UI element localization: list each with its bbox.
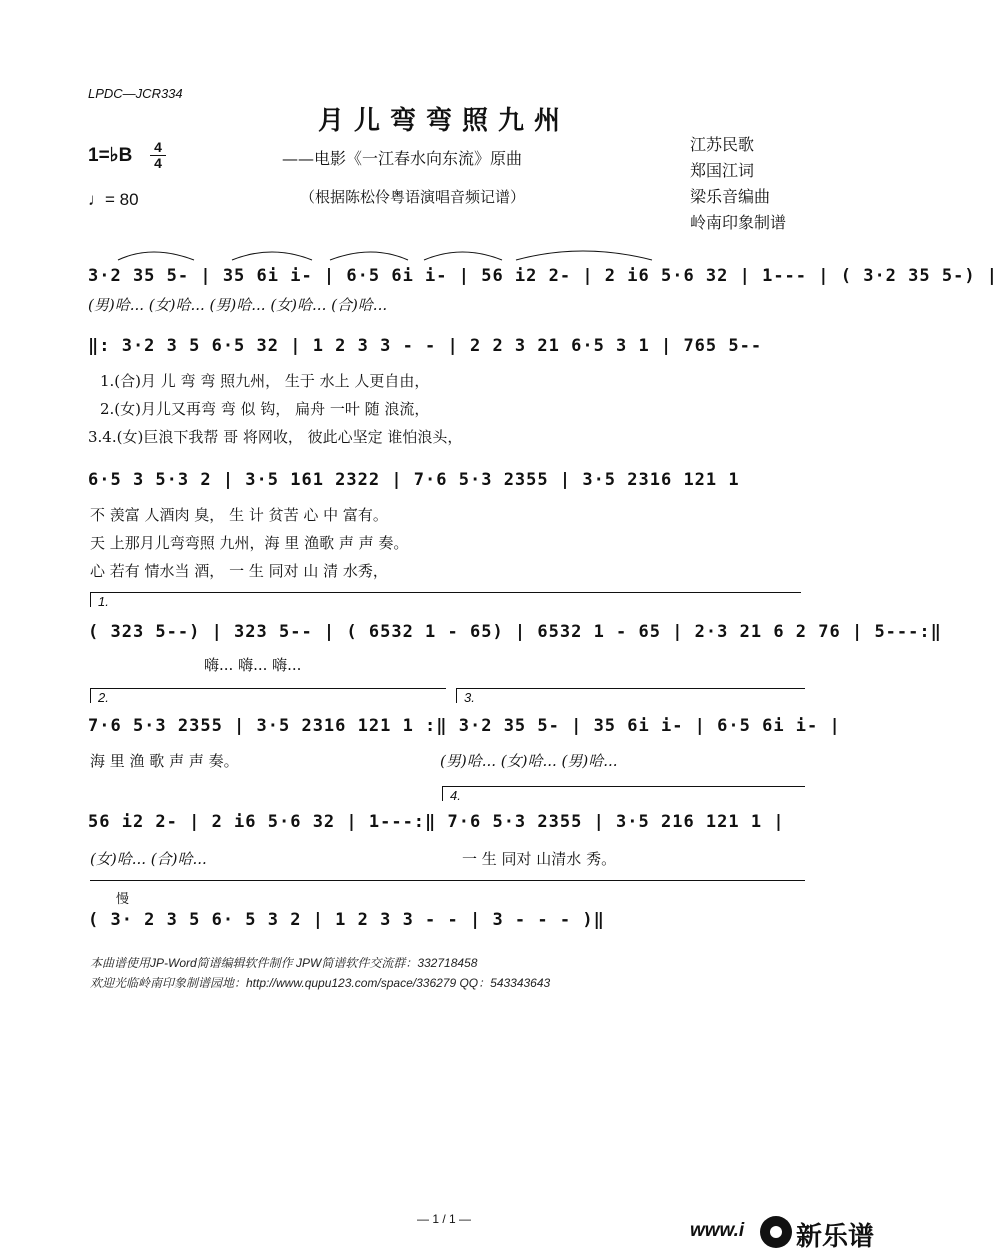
lyrics-line-2-verse-2: 2.(女)月儿又再弯 弯 似 钩， 扁舟 一叶 随 浪流，: [100, 400, 430, 418]
score-code: LPDC—JCR334: [88, 86, 183, 101]
volta-label-3: 3.: [464, 690, 475, 705]
notation-line-3: 6·5 3 5·3 2 | 3·5 161 2322 | 7·6 5·3 2355 | 3·5 2316 121 1: [88, 470, 740, 490]
lyrics-line-3-verse-1: 不 羡富 人酒肉 臭， 生 计 贫苦 心 中 富有。: [90, 506, 388, 524]
time-signature: [150, 140, 166, 171]
volta-label-1: 1.: [98, 594, 109, 609]
notation-line-5: 7·6 5·3 2355 | 3·5 2316 121 1 :‖ 3·2 35 5- | 35 6i i- | 6·5 6i i- |: [88, 716, 841, 736]
notation-line-6: 56 i2 2- | 2 i6 5·6 32 | 1---:‖ 7·6 5·3 2355 | 3·5 216 121 1 |: [88, 812, 785, 832]
lyrics-line-3-verse-3: 心 若有 情水当 酒， 一 生 同对 山 清 水秀，: [90, 562, 388, 580]
volta-bracket-4: [442, 786, 805, 801]
credit-origin: 江苏民歌: [690, 135, 755, 154]
notation-line-2: ‖: 3·2 3 5 6·5 32 | 1 2 3 3 - - | 2 2 3 21 6·5 3 1 | 765 5--: [88, 336, 763, 356]
credit-arranger: 梁乐音编曲: [690, 187, 771, 206]
slur-marks-line1: [112, 244, 812, 264]
tempo-marking: ♩= 80: [88, 190, 139, 209]
lyrics-line-6-left: (女)哈... (合)哈...: [90, 850, 207, 868]
key-signature: 1=♭B: [88, 145, 133, 166]
watermark-url: www.i: [690, 1220, 745, 1241]
credit-engraver: 岭南印象制谱: [690, 213, 787, 232]
lyrics-line-3-verse-2: 天 上那月儿弯弯照 九州，海 里 渔歌 声 声 奏。: [90, 534, 409, 552]
time-bottom: 4: [150, 155, 166, 171]
lyrics-line-6-right: 一 生 同对 山清水 秀。: [462, 850, 617, 868]
volta-bracket-1: [90, 592, 801, 607]
credit-lyricist: 郑国江词: [690, 161, 755, 180]
notation-line-7: ( 3· 2 3 5 6· 5 3 2 | 1 2 3 3 - - | 3 - - - )‖: [88, 910, 605, 930]
volta-bracket-3: [456, 688, 805, 703]
notation-line-4: ( 323 5--) | 323 5-- | ( 6532 1 - 65) | 6532 1 - 65 | 2·3 21 6 2 76 | 5---:‖: [88, 622, 942, 642]
notation-line-1: 3·2 35 5- | 35 6i i- | 6·5 6i i- | 56 i2 2- | 2 i6 5·6 32 | 1--- | ( 3·2 35 5-) |: [88, 266, 998, 286]
lyrics-line-5-right: (男)哈... (女)哈... (男)哈...: [440, 752, 618, 770]
source-note: （根据陈松伶粤语演唱音频记谱）: [300, 188, 526, 206]
lyrics-line-2-verse-1: 1.(合)月 儿 弯 弯 照九州， 生于 水上 人更自由，: [100, 372, 430, 390]
line-7-border: [90, 880, 805, 881]
footer-software-note: 本曲谱使用JP-Word简谱编辑软件制作 JPW简谱软件交流群：332718458: [90, 956, 478, 970]
footer-website-note: 欢迎光临岭南印象制谱园地：http://www.qupu123.com/space/336279 QQ：543343643: [90, 976, 551, 990]
volta-label-4: 4.: [450, 788, 461, 803]
lyrics-line-4: 嗨... 嗨... 嗨...: [204, 656, 302, 674]
tempo-slow-marking: 慢: [116, 892, 130, 907]
lyrics-line-5-left: 海 里 渔 歌 声 声 奏。: [90, 752, 239, 770]
watermark-brand: 新乐谱: [796, 1222, 875, 1252]
page-title: 月儿弯弯照九州: [317, 106, 570, 136]
subtitle: ——电影《一江春水向东流》原曲: [282, 149, 523, 168]
lyrics-line-2-verse-3: 3.4.(女)巨浪下我帮 哥 将网收， 彼此心坚定 谁怕浪头，: [88, 428, 463, 446]
lyrics-line-1: (男)哈... (女)哈... (男)哈... (女)哈... (合)哈...: [88, 296, 388, 314]
credits: [690, 132, 786, 236]
volta-label-2: 2.: [98, 690, 109, 705]
record-logo-icon: [760, 1216, 792, 1248]
volta-bracket-2: [90, 688, 446, 703]
time-top: 4: [154, 139, 162, 155]
page-number: — 1 / 1 —: [416, 1212, 472, 1226]
